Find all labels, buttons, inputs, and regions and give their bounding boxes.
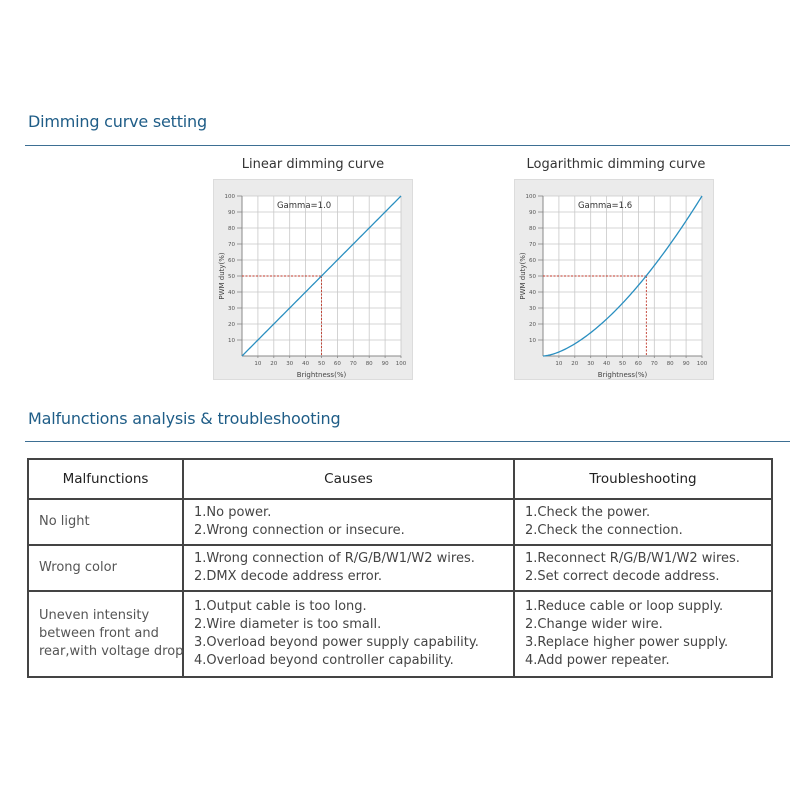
logarithmic-dimming-chart xyxy=(514,179,714,380)
x-tick-label: 60 xyxy=(333,361,341,367)
y-axis-label: PWM duty(%) xyxy=(218,252,226,300)
x-tick-label: 10 xyxy=(254,361,262,367)
linear-dimming-chart xyxy=(213,179,413,380)
x-tick-label: 20 xyxy=(270,361,278,367)
y-tick-label: 100 xyxy=(525,194,536,200)
x-tick-label: 40 xyxy=(302,361,310,367)
troubleshooting-table xyxy=(27,458,773,678)
y-tick-label: 70 xyxy=(228,242,235,248)
cell-line: 2.Wire diameter is too small. xyxy=(194,617,382,632)
x-tick-label: 50 xyxy=(619,361,626,367)
x-tick-label: 60 xyxy=(634,361,642,367)
table-header-row xyxy=(28,459,772,499)
gamma-annotation: Gamma=1.6 xyxy=(577,201,633,211)
y-tick-label: 50 xyxy=(228,274,235,280)
cell-line: 2.DMX decode address error. xyxy=(194,569,383,584)
y-tick-label: 90 xyxy=(228,210,235,216)
table-row xyxy=(28,591,772,677)
y-tick-label: 40 xyxy=(228,290,235,296)
solutions-cell xyxy=(514,499,772,545)
x-axis-label: Brightness(%) xyxy=(597,371,648,379)
y-tick-label: 20 xyxy=(228,322,235,328)
y-tick-label: 80 xyxy=(529,226,536,232)
y-tick-label: 30 xyxy=(228,306,235,312)
solutions-cell xyxy=(514,545,772,591)
header-malfunctions: Malfunctions xyxy=(28,459,183,499)
cell-line: 4.Add power repeater. xyxy=(525,653,670,668)
y-tick-label: 20 xyxy=(529,322,536,328)
cell-line: 3.Overload beyond power supply capability. xyxy=(194,635,479,650)
y-tick-label: 100 xyxy=(224,194,235,200)
cell-line: 2.Change wider wire. xyxy=(525,617,663,632)
causes-cell xyxy=(183,545,514,591)
x-tick-label: 90 xyxy=(682,361,690,367)
malfunction-cell xyxy=(28,591,183,677)
y-tick-label: 10 xyxy=(228,338,235,344)
causes-cell xyxy=(183,591,514,677)
cell-line: 2.Check the connection. xyxy=(525,523,683,538)
y-tick-label: 70 xyxy=(529,242,536,248)
x-tick-label: 40 xyxy=(603,361,611,367)
x-tick-label: 20 xyxy=(571,361,579,367)
x-tick-label: 90 xyxy=(381,361,389,367)
cell-line: 1.Output cable is too long. xyxy=(194,599,367,614)
solutions-cell xyxy=(514,591,772,677)
x-tick-label: 80 xyxy=(365,361,373,367)
cell-line: No light xyxy=(39,514,90,529)
cell-line: 2.Wrong connection or insecure. xyxy=(194,523,405,538)
cell-line: 1.Reconnect R/G/B/W1/W2 wires. xyxy=(525,551,740,566)
x-tick-label: 70 xyxy=(650,361,658,367)
malfunction-cell xyxy=(28,499,183,545)
y-tick-label: 50 xyxy=(529,274,536,280)
section-divider xyxy=(25,441,790,442)
gamma-annotation: Gamma=1.0 xyxy=(276,201,332,211)
cell-line: Wrong color xyxy=(39,560,117,575)
x-tick-label: 30 xyxy=(587,361,595,367)
header-troubleshooting: Troubleshooting xyxy=(514,459,772,499)
y-tick-label: 40 xyxy=(529,290,536,296)
chart-svg xyxy=(515,180,715,381)
x-tick-label: 100 xyxy=(696,361,708,367)
x-tick-label: 50 xyxy=(318,361,325,367)
chart-title-linear: Linear dimming curve xyxy=(241,157,385,172)
cell-line: 1.Reduce cable or loop supply. xyxy=(525,599,724,614)
x-tick-label: 70 xyxy=(349,361,357,367)
cell-line: 1.Wrong connection of R/G/B/W1/W2 wires. xyxy=(194,551,475,566)
x-tick-label: 30 xyxy=(286,361,294,367)
malfunction-cell xyxy=(28,545,183,591)
cell-line: 4.Overload beyond controller capability. xyxy=(194,653,454,668)
chart-svg xyxy=(214,180,414,381)
header-causes: Causes xyxy=(183,459,514,499)
y-tick-label: 30 xyxy=(529,306,536,312)
dimming-section-title: Dimming curve setting xyxy=(28,112,207,131)
y-axis-label: PWM duty(%) xyxy=(519,252,527,300)
cell-line: rear,with voltage drop xyxy=(39,644,184,659)
section-divider xyxy=(25,145,790,146)
table-row xyxy=(28,499,772,545)
y-tick-label: 60 xyxy=(529,258,536,264)
cell-line: between front and xyxy=(39,626,159,641)
cell-line: Uneven intensity xyxy=(39,608,150,623)
y-tick-label: 80 xyxy=(228,226,235,232)
chart-title-logarithmic: Logarithmic dimming curve xyxy=(526,157,706,172)
cell-line: 1.Check the power. xyxy=(525,505,651,520)
cell-line: 2.Set correct decode address. xyxy=(525,569,720,584)
y-tick-label: 90 xyxy=(529,210,536,216)
y-tick-label: 10 xyxy=(529,338,536,344)
troubleshooting-section-title: Malfunctions analysis & troubleshooting xyxy=(28,409,341,428)
cell-line: 1.No power. xyxy=(194,505,272,520)
table-row xyxy=(28,545,772,591)
x-tick-label: 100 xyxy=(395,361,407,367)
x-tick-label: 80 xyxy=(666,361,674,367)
y-tick-label: 60 xyxy=(228,258,235,264)
causes-cell xyxy=(183,499,514,545)
x-axis-label: Brightness(%) xyxy=(296,371,347,379)
x-tick-label: 10 xyxy=(555,361,563,367)
cell-line: 3.Replace higher power supply. xyxy=(525,635,729,650)
